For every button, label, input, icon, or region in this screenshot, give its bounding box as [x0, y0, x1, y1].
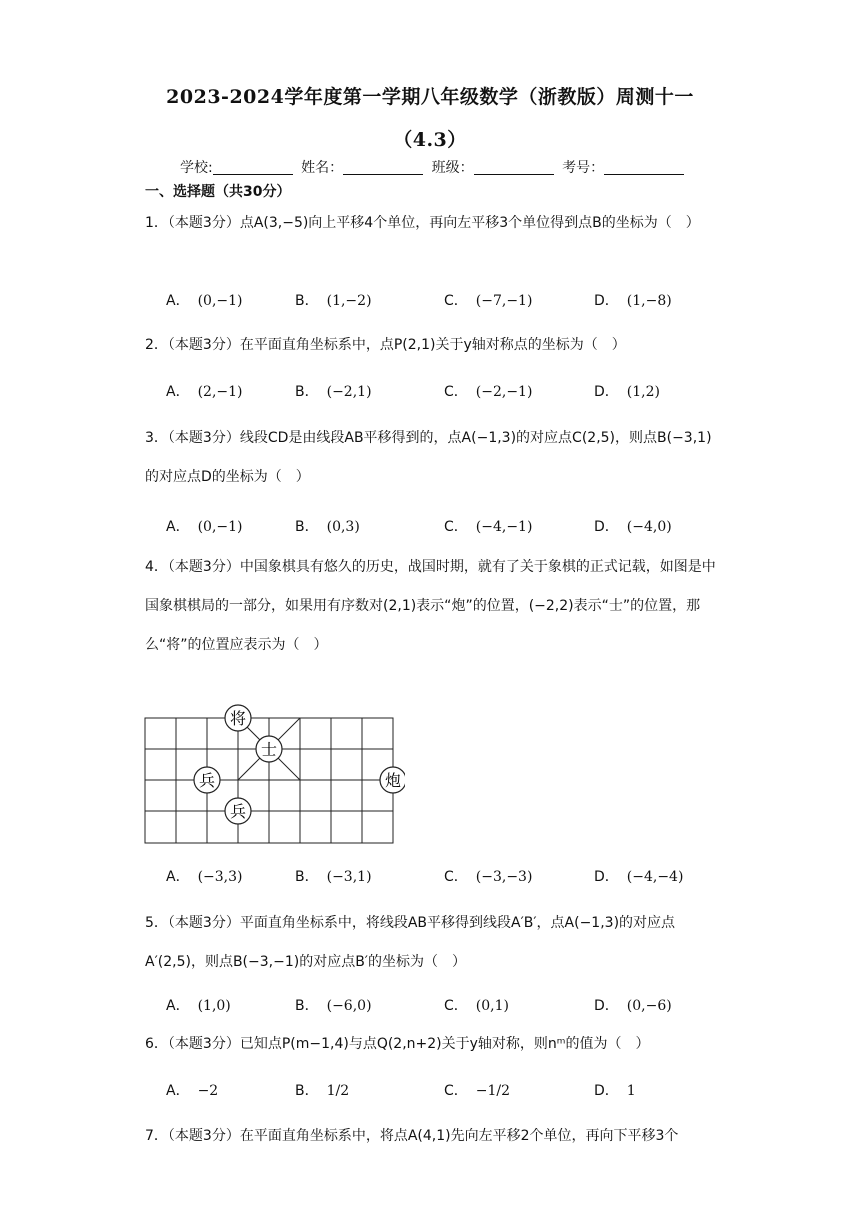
exam-number-label: 考号：	[562, 160, 605, 176]
option-b[interactable]: B． (−3,1)	[295, 869, 372, 885]
question-7-text: 7．（本题3分）在平面直角坐标系中，将点A(4,1)先向左平移2个单位，再向下平移3个	[145, 1128, 679, 1144]
option-d[interactable]: D． 1	[594, 1083, 636, 1099]
class-label: 班级：	[431, 160, 474, 176]
question-1-options	[0, 290, 860, 312]
student-info-row	[180, 157, 688, 177]
question-5-options	[0, 995, 860, 1017]
piece-jiang	[225, 705, 251, 731]
svg-text:士: 士	[260, 740, 278, 759]
question-3-text: 3．（本题3分）线段CD是由线段AB平移得到的，点A(−1,3)的对应点C(2,5)，则点B(−3,1)的对应点D的坐标为（ ）	[145, 430, 712, 485]
option-c[interactable]: C． (−7,−1)	[444, 293, 533, 309]
question-4-options	[0, 866, 860, 888]
option-c[interactable]: C． (−4,−1)	[444, 519, 533, 535]
option-d[interactable]: D． (1,2)	[594, 384, 660, 400]
option-a[interactable]: A． (0,−1)	[166, 293, 243, 309]
option-b[interactable]: B． (−6,0)	[295, 998, 372, 1014]
piece-bing-left	[194, 767, 220, 793]
section-heading: 一、选择题（共30分）	[145, 184, 291, 200]
svg-text:兵: 兵	[198, 771, 216, 790]
piece-bing-lower	[225, 798, 251, 824]
chess-board-figure	[140, 700, 405, 850]
piece-shi	[256, 736, 282, 762]
option-b[interactable]: B． (0,3)	[295, 519, 360, 535]
question-1-text: 1．（本题3分）点A(3,−5)向上平移4个单位，再向左平移3个单位得到点B的坐标为（ ）	[145, 215, 700, 231]
question-6-text: 6．（本题3分）已知点P(m−1,4)与点Q(2,n+2)关于y轴对称，则nᵐ的值为（ ）	[145, 1036, 650, 1052]
option-b[interactable]: B． 1/2	[295, 1083, 350, 1099]
option-d[interactable]: D． (−4,−4)	[594, 869, 684, 885]
school-field[interactable]	[213, 160, 293, 175]
option-a[interactable]: A． (0,−1)	[166, 519, 243, 535]
option-b[interactable]: B． (1,−2)	[295, 293, 372, 309]
question-2-options	[0, 381, 860, 403]
exam-number-field[interactable]	[604, 160, 684, 175]
option-d[interactable]: D． (1,−8)	[594, 293, 672, 309]
svg-text:兵: 兵	[229, 802, 247, 821]
option-c[interactable]: C． (−3,−3)	[444, 869, 533, 885]
option-c[interactable]: C． (−2,−1)	[444, 384, 533, 400]
svg-text:炮: 炮	[384, 771, 402, 790]
option-a[interactable]: A． (1,0)	[166, 998, 231, 1014]
question-5-text: 5．（本题3分）平面直角坐标系中，将线段AB平移得到线段A′B′，点A(−1,3)的对应点A′(2,5)，则点B(−3,−1)的对应点B′的坐标为（ ）	[145, 915, 676, 970]
piece-pao	[380, 767, 405, 793]
school-label: 学校:	[180, 160, 213, 176]
option-c[interactable]: C． (0,1)	[444, 998, 509, 1014]
option-d[interactable]: D． (0,−6)	[594, 998, 672, 1014]
option-a[interactable]: A． (2,−1)	[166, 384, 243, 400]
option-c[interactable]: C． −1/2	[444, 1083, 511, 1099]
question-6-options	[0, 1080, 860, 1102]
option-d[interactable]: D． (−4,0)	[594, 519, 672, 535]
class-field[interactable]	[474, 160, 554, 175]
exam-title: 2023-2024学年度第一学期八年级数学（浙教版）周测十一	[166, 86, 694, 108]
option-a[interactable]: A． (−3,3)	[166, 869, 243, 885]
svg-text:将: 将	[229, 709, 247, 728]
option-b[interactable]: B． (−2,1)	[295, 384, 372, 400]
exam-subtitle: （4.3）	[393, 129, 467, 151]
option-a[interactable]: A． −2	[166, 1083, 219, 1099]
question-3-options	[0, 516, 860, 538]
name-field[interactable]	[343, 160, 423, 175]
question-4-text: 4．（本题3分）中国象棋具有悠久的历史，战国时期，就有了关于象棋的正式记载，如图是中国象棋棋局的一部分，如果用有序数对(2,1)表示“炮”的位置，(−2,2)表示“士”的位置，那么“将”的位置应表示为（ ）	[145, 559, 716, 653]
name-label: 姓名：	[301, 160, 344, 176]
question-2-text: 2．（本题3分）在平面直角坐标系中，点P(2,1)关于y轴对称点的坐标为（ ）	[145, 337, 626, 353]
